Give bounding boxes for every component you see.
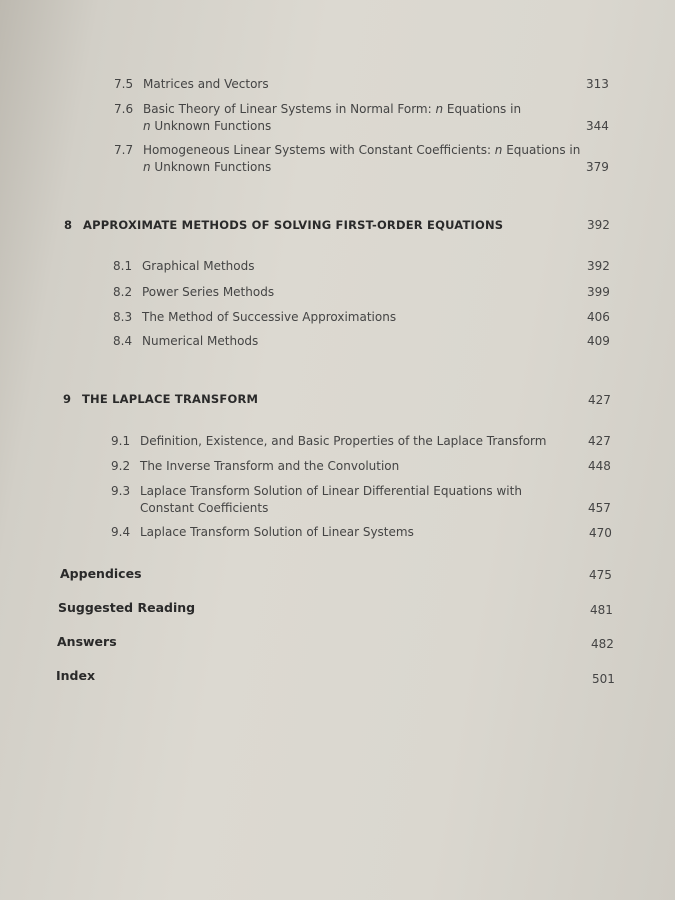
chapter-title: THE LAPLACE TRANSFORM xyxy=(82,392,259,406)
toc-entry-7-7 xyxy=(114,142,584,176)
section-title: Power Series Methods xyxy=(142,285,275,299)
chapter-number: 9 xyxy=(63,392,72,406)
page-number: 392 xyxy=(587,218,610,232)
section-title-line-1: Homogeneous Linear Systems with Constant Coefficients: n Equations in xyxy=(143,143,581,157)
section-number: 7.7 xyxy=(114,143,134,157)
page-number: 399 xyxy=(587,285,610,299)
page-number: 313 xyxy=(586,77,609,91)
toc-entry-9-3 xyxy=(111,483,581,517)
section-title: Graphical Methods xyxy=(142,259,255,273)
page-number: 470 xyxy=(589,526,612,540)
section-title: The Method of Successive Approximations xyxy=(142,310,397,324)
page-number: 427 xyxy=(588,434,611,448)
section-number: 7.6 xyxy=(114,102,134,116)
page-number: 344 xyxy=(586,119,609,133)
section-title-line-2: n Unknown Functions xyxy=(143,119,272,133)
section-number: 8.3 xyxy=(113,310,133,324)
page-number: 392 xyxy=(587,259,610,273)
page-number: 457 xyxy=(588,501,611,515)
section-title-line-1: Basic Theory of Linear Systems in Normal Form: n Equations in xyxy=(143,102,522,116)
page-number: 379 xyxy=(586,160,609,174)
section-title-line-2: n Unknown Functions xyxy=(143,160,272,174)
chapter-9-heading xyxy=(63,392,463,408)
toc-entry-7-6 xyxy=(114,101,584,135)
section-number: 8.4 xyxy=(113,334,133,348)
section-number: 9.1 xyxy=(111,434,131,448)
page-number: 427 xyxy=(588,393,611,407)
page-number: 481 xyxy=(590,603,613,617)
page-number: 482 xyxy=(591,637,614,651)
page-number: 406 xyxy=(587,310,610,324)
back-matter-index: Index xyxy=(56,668,96,683)
section-number: 9.2 xyxy=(111,459,131,473)
page-number: 501 xyxy=(592,672,615,686)
back-matter-appendices: Appendices xyxy=(60,566,142,581)
section-number: 8.1 xyxy=(113,259,133,273)
section-number: 8.2 xyxy=(113,285,133,299)
section-title: Laplace Transform Solution of Linear Systems xyxy=(140,525,414,539)
page-number: 409 xyxy=(587,334,610,348)
section-title-line-1: Laplace Transform Solution of Linear Differential Equations with xyxy=(140,484,522,498)
page-number: 475 xyxy=(589,568,612,582)
chapter-8-heading xyxy=(64,218,564,234)
section-title: Numerical Methods xyxy=(142,334,259,348)
section-title: Definition, Existence, and Basic Properties of the Laplace Transform xyxy=(140,434,547,448)
section-number: 7.5 xyxy=(114,77,134,91)
section-number: 9.4 xyxy=(111,525,131,539)
back-matter-suggested-reading: Suggested Reading xyxy=(58,600,196,615)
section-number: 9.3 xyxy=(111,484,131,498)
section-title: Matrices and Vectors xyxy=(143,77,269,91)
chapter-number: 8 xyxy=(64,218,73,232)
section-title-line-2: Constant Coefficients xyxy=(140,501,269,515)
chapter-title: APPROXIMATE METHODS OF SOLVING FIRST-ORDER EQUATIONS xyxy=(83,218,504,232)
section-title: The Inverse Transform and the Convolution xyxy=(140,459,400,473)
page-number: 448 xyxy=(588,459,611,473)
back-matter-answers: Answers xyxy=(57,634,117,649)
